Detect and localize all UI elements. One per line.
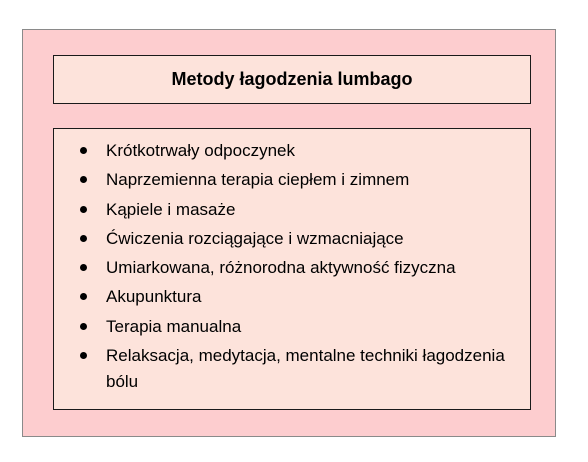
bullet-icon [80, 293, 87, 300]
list-item [54, 136, 530, 165]
bullet-icon [80, 176, 87, 183]
bullet-icon [80, 352, 87, 359]
title-box [53, 55, 531, 104]
methods-list [54, 136, 530, 395]
bullet-icon [80, 206, 87, 213]
diagram-title: Metody łagodzenia lumbago [171, 69, 413, 89]
bullet-icon [80, 235, 87, 242]
list-item [54, 195, 530, 224]
list-item-text: Umiarkowana, różnorodna aktywność fizyczna [106, 258, 456, 278]
bullet-icon [80, 264, 87, 271]
list-item [54, 341, 530, 395]
bullet-icon [80, 147, 87, 154]
list-item [54, 224, 530, 253]
list-item-text: Naprzemienna terapia ciepłem i zimnem [106, 170, 410, 190]
bullet-icon [80, 323, 87, 330]
list-item [54, 253, 530, 282]
list-item-text: Relaksacja, medytacja, mentalne techniki łagodzenia bólu [106, 346, 505, 392]
methods-box [53, 128, 531, 410]
list-item-text: Terapia manualna [106, 316, 242, 336]
list-item [54, 312, 530, 341]
diagram-frame [22, 29, 556, 437]
list-item-text: Kąpiele i masaże [106, 199, 236, 219]
list-item [54, 165, 530, 194]
list-item-text: Krótkotrwały odpoczynek [106, 141, 295, 160]
list-item-text: Akupunktura [106, 287, 202, 307]
list-item-text: Ćwiczenia rozciągające i wzmacniające [106, 228, 404, 248]
list-item [54, 282, 530, 311]
